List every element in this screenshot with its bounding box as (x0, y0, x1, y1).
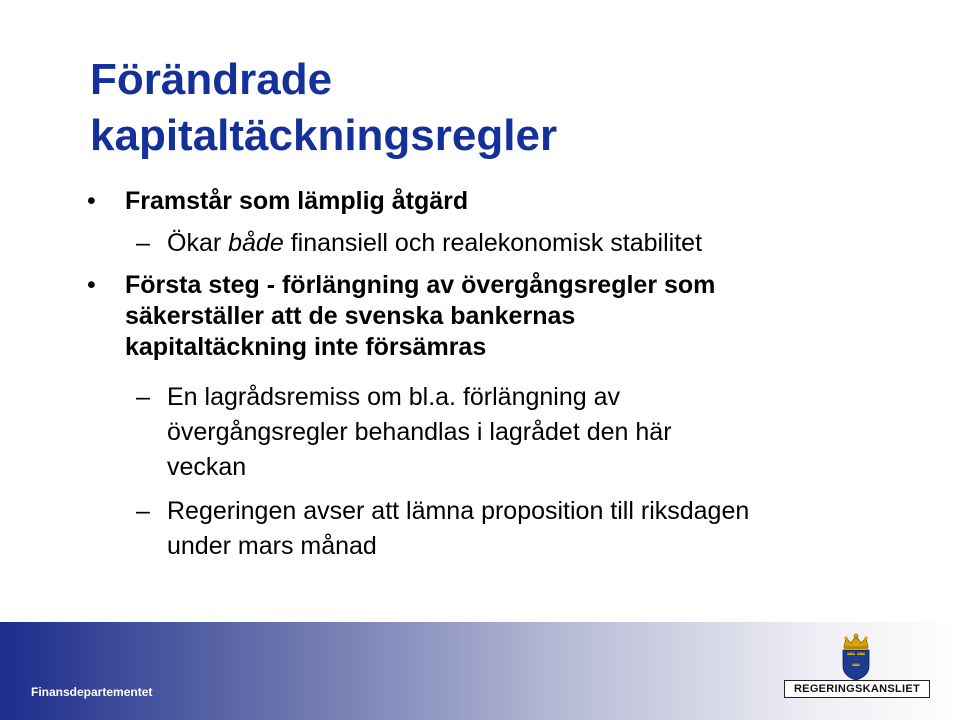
footer-department: Finansdepartementet (31, 685, 153, 699)
crown-crest-icon (838, 633, 874, 681)
bullet-text-line-2: säkerställer att de svenska bankernas (125, 302, 576, 330)
bullet-text: Framstår som lämplig åtgärd (125, 187, 469, 215)
sub-bullet-item-2-2 (136, 494, 867, 564)
bullet-item-1 (87, 186, 845, 217)
bullet-text-line-3: kapitaltäckning inte försämras (125, 333, 487, 361)
sub-bullet-item-1-1 (136, 226, 867, 261)
slide-title-line-2: kapitaltäckningsregler (90, 111, 558, 160)
bullet-item-2 (87, 270, 845, 363)
sub-bullet-text-line-2: under mars månad (167, 532, 377, 560)
sub-bullet-text-line-3: veckan (167, 453, 247, 481)
sub-bullet-item-2-1 (136, 380, 867, 485)
sub-bullet-text-line-1: En lagrådsremiss om bl.a. förlängning av (167, 383, 621, 411)
sub-bullet-text-line-2: övergångsregler behandlas i lagrådet den här (167, 418, 672, 446)
sub-bullet-text-before: Ökar (167, 229, 229, 257)
sub-bullet-marker: – (136, 497, 150, 525)
bullet-marker: • (87, 187, 96, 215)
sub-bullet-text-line-1: Regeringen avser att lämna proposition till riksdagen (167, 497, 750, 525)
slide-title-line-1: Förändrade (90, 55, 333, 104)
bullet-marker: • (87, 271, 96, 299)
sub-bullet-text-after: finansiell och realekonomisk stabilitet (283, 229, 703, 257)
sub-bullet-marker: – (136, 229, 150, 257)
logo-wordmark: REGERINGSKANSLIET (784, 680, 930, 698)
sub-bullet-emphasis: både (228, 229, 284, 257)
regeringskansliet-logo (784, 633, 930, 701)
sub-bullet-marker: – (136, 383, 150, 411)
bullet-text-line-1: Första steg - förlängning av övergångsregler som (125, 271, 716, 299)
